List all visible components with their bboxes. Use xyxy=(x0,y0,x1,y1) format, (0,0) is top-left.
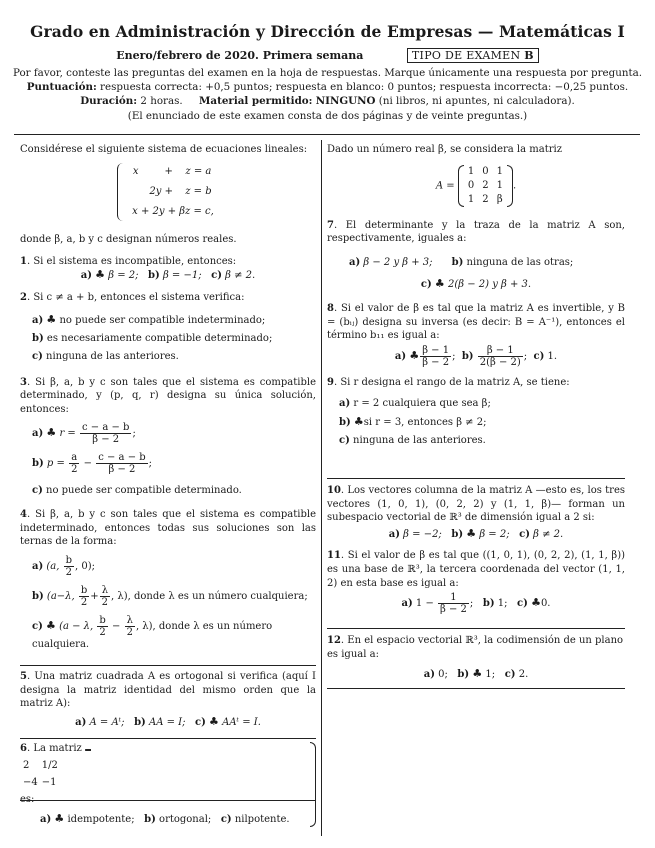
q4-option-c[interactable] xyxy=(32,615,316,652)
q11-a-pre: 1 − xyxy=(415,598,434,610)
q3-option-b[interactable] xyxy=(32,452,316,482)
q3-b-minus: − xyxy=(83,458,93,470)
exam-type-box xyxy=(407,48,539,63)
q4-options xyxy=(32,555,316,652)
q3-b-lhs: p = xyxy=(46,458,65,470)
q4-c-pre: (a − λ, xyxy=(59,620,94,632)
q8-b-fraction[interactable] xyxy=(478,345,523,368)
q3-text: . Si β, a, b y c son tales que el sistema es compatible determinado, y (p, q, r) designa su única solución, entonces: xyxy=(20,376,316,415)
q1-options xyxy=(20,268,316,283)
left-paren-icon xyxy=(85,749,91,751)
column-divider xyxy=(321,140,322,836)
q10-number: 10 xyxy=(327,485,341,496)
q4-b-post: , λ), donde λ es un número cualquiera; xyxy=(111,590,308,602)
q3-c: no puede ser compatible determinado. xyxy=(46,485,242,497)
q8-text: . Si el valor de β es tal que la matriz A es invertible, y B = (bᵢⱼ) designa su inversa (es decir: B = A⁻¹), entonces el término b₁₁ es igual a: xyxy=(327,302,625,342)
q3-a-den: β − 2 xyxy=(92,434,120,446)
q11-a-den: β − 2 xyxy=(440,604,467,616)
q12-c[interactable]: 2. xyxy=(518,669,529,681)
q1-text: . Si el sistema es incompatible, entonces: xyxy=(26,255,237,267)
q4-number: 4 xyxy=(20,508,27,520)
q3-c-label: c) xyxy=(32,485,43,497)
club-icon: ♣ xyxy=(466,526,477,540)
q3-b-num2: c − a − b xyxy=(98,452,146,464)
q11-a-fraction[interactable] xyxy=(438,592,469,615)
q6-b[interactable]: ortogonal; xyxy=(159,814,212,826)
q5-divider xyxy=(20,665,316,666)
q3-a-num: c − a − b xyxy=(82,422,130,434)
q8-c-label[interactable]: c) xyxy=(533,350,545,362)
duration-line xyxy=(6,94,649,108)
q3-options xyxy=(32,422,316,498)
q10-c-label[interactable]: c) xyxy=(519,528,530,540)
left-column xyxy=(20,143,316,651)
eq1-plus: + xyxy=(164,165,173,177)
material-label: Material permitido: xyxy=(199,95,313,108)
q7-options-ab xyxy=(349,256,625,270)
q6-number: 6 xyxy=(20,743,27,754)
eq1-x: x xyxy=(132,165,139,177)
q2-a-label: a) xyxy=(32,314,44,326)
q8-a-tail: ; xyxy=(452,350,456,362)
q4-text: . Si β, a, b y c son tales que el sistema es compatible indeterminado, entonces todas sus soluciones son las ternas de la forma: xyxy=(20,508,316,548)
q10-stem xyxy=(327,484,625,525)
matrix-a-label: A = xyxy=(435,180,455,192)
club-icon: ♣ xyxy=(531,596,541,610)
left-paren-icon xyxy=(458,165,464,207)
q4-c-num1: b xyxy=(99,614,106,626)
q1-c-label[interactable]: c) xyxy=(211,270,222,282)
right-column-lower xyxy=(327,484,625,615)
q7-b[interactable]: ninguna de las otras; xyxy=(466,256,574,268)
q5-a-label[interactable]: a) xyxy=(75,716,87,728)
q12-c-label[interactable]: c) xyxy=(504,669,516,681)
right-paren-icon xyxy=(310,742,316,827)
right-paren-icon xyxy=(507,165,513,207)
eq2-lhs: 2y + xyxy=(149,185,173,197)
system-intro: Considérese el siguiente sistema de ecuaciones lineales: xyxy=(20,144,308,155)
q1-stem xyxy=(20,255,316,269)
q2-text: . Si c ≠ a + b, entonces el sistema verifica: xyxy=(26,291,245,303)
exam-type-label: TIPO DE EXAMEN xyxy=(411,49,521,62)
q8-a-fraction[interactable] xyxy=(420,345,451,368)
matrix-a-wrap xyxy=(327,165,625,207)
club-icon: ♣ xyxy=(472,667,483,681)
q2-c: ninguna de las anteriores. xyxy=(46,350,179,362)
q9-stem xyxy=(327,376,625,390)
q9-b: si r = 3, entonces β ≠ 2; xyxy=(363,417,487,429)
q3-a-fraction xyxy=(80,422,131,445)
q10-divider xyxy=(327,478,625,479)
q9-a-label: a) xyxy=(339,398,351,410)
q9-a: r = 2 cualquiera que sea β; xyxy=(353,398,491,410)
q3-b-frac1 xyxy=(69,452,79,475)
club-icon: ♣ xyxy=(353,415,364,429)
q11-c-label[interactable]: c) xyxy=(517,598,528,610)
q11-b[interactable]: 1; xyxy=(497,598,508,610)
a-m21: 2 xyxy=(482,193,489,205)
q12-divider xyxy=(327,628,625,629)
q8-a-den: β − 2 xyxy=(422,356,450,368)
q2-option-b[interactable] xyxy=(32,330,316,348)
club-icon: ♣ xyxy=(46,618,56,632)
q4-b-label: b) xyxy=(32,590,44,602)
q9-c: ninguna de las anteriores. xyxy=(353,435,486,447)
q4-b-frac1 xyxy=(79,585,89,608)
q3-a-label: a) xyxy=(32,428,44,440)
left-bottom-rule xyxy=(20,800,316,801)
matrix-a-tail: . xyxy=(512,180,517,192)
q2-number: 2 xyxy=(20,291,27,303)
q11-number: 11 xyxy=(327,550,341,562)
q10-text: . Los vectores columna de la matriz A —esto es, los tres vectores (1, 0, 1), (0, 2, 2) y (1, 1, β)— forman un subespacio vectorial de ℝ³ de dimensión igual a 2 si: xyxy=(327,485,625,524)
club-icon: ♣ xyxy=(434,277,445,291)
q6-a[interactable]: idempotente; xyxy=(67,814,135,826)
q9-option-c[interactable] xyxy=(339,432,625,450)
q9-c-label: c) xyxy=(339,435,350,447)
a-m22: β xyxy=(496,193,503,205)
q1-a-label[interactable]: a) xyxy=(80,270,92,282)
club-icon: ♣ xyxy=(46,312,57,326)
q4-c-den1: 2 xyxy=(99,626,106,638)
q9-options xyxy=(339,395,625,450)
matrix-a xyxy=(458,165,513,207)
q11-a-num: 1 xyxy=(438,592,469,604)
q4-b-num2: λ xyxy=(100,585,110,597)
q1-b[interactable]: β = −1; xyxy=(162,270,202,282)
q5-c-label[interactable]: c) xyxy=(195,716,206,728)
q7-b-label[interactable]: b) xyxy=(451,256,464,268)
q10-b[interactable]: β = 2; xyxy=(479,528,510,540)
a-m10: 0 xyxy=(467,179,475,191)
q4-c-label: c) xyxy=(32,620,43,632)
q4-c-minus: − xyxy=(111,620,121,632)
q6-m11: −1 xyxy=(41,777,57,789)
q8-b-num: β − 1 xyxy=(478,345,523,357)
q2-c-label: c) xyxy=(32,350,43,362)
q8-c[interactable]: 1. xyxy=(547,350,558,362)
eq2-rhs: z = b xyxy=(185,185,212,197)
q2-b-label: b) xyxy=(32,332,44,344)
q12-a-label[interactable]: a) xyxy=(423,669,435,681)
q12-b[interactable]: 1; xyxy=(485,669,496,681)
system-note: donde β, a, b y c designan números reales. xyxy=(20,234,237,246)
q3-b-tail: ; xyxy=(148,458,153,470)
q4-stem xyxy=(20,508,316,549)
q7-number: 7 xyxy=(327,219,334,231)
q1-number: 1 xyxy=(20,255,27,267)
q1-c[interactable]: β ≠ 2. xyxy=(225,270,256,282)
q11-a-tail: ; xyxy=(469,598,474,610)
q2-b: es necesariamente compatible determinado; xyxy=(46,332,273,344)
q9-text: . Si r designa el rango de la matriz A, se tiene: xyxy=(333,376,570,388)
q5-text: . Una matriz cuadrada A es ortogonal si verifica (aquí I designa la matriz identidad del mismo orden que la matriz A): xyxy=(20,671,316,710)
exam-date: Enero/febrero de 2020. Primera semana xyxy=(116,49,364,62)
q11-b-label[interactable]: b) xyxy=(482,598,495,610)
eq3: x + 2y + βz = c, xyxy=(132,205,214,217)
q4-c-frac2 xyxy=(125,615,135,638)
q8-options xyxy=(327,345,625,368)
q4-b-den2: 2 xyxy=(101,596,109,608)
q1-a[interactable]: β = 2; xyxy=(108,270,139,282)
q4-b-frac2 xyxy=(100,585,110,608)
right-column xyxy=(327,143,625,450)
a-m02: 1 xyxy=(496,165,503,177)
equation-system xyxy=(117,161,219,223)
q3-option-a[interactable] xyxy=(32,422,316,452)
exam-title: Grado en Administración y Dirección de Empresas — Matemáticas I xyxy=(30,22,625,41)
q7-c[interactable]: 2(β − 2) y β + 3. xyxy=(447,279,532,291)
q9-number: 9 xyxy=(327,376,334,388)
matrix-intro: Dado un número real β, se considera la matriz xyxy=(327,144,562,155)
q9-option-a[interactable] xyxy=(339,395,625,413)
header-divider xyxy=(14,134,640,135)
right-column-q12 xyxy=(327,634,625,682)
scoring-text: respuesta correcta: +0,5 puntos; respuesta en blanco: 0 puntos; respuesta incorrecta: −0,25 puntos. xyxy=(100,81,629,94)
system-table xyxy=(127,161,219,223)
a-m12: 1 xyxy=(496,179,503,191)
q6-stem xyxy=(20,742,316,756)
q11-text: . Si el valor de β es tal que ((1, 0, 1), (0, 2, 2), (1, 1, β)) es una base de ℝ³, la tercera coordenada del vector (1, 1, 2) en esta base es igual a: xyxy=(327,550,625,589)
q7-text: . El determinante y la traza de la matriz A son, respectivamente, iguales a: xyxy=(327,219,625,245)
q6-m00: 2 xyxy=(23,759,30,771)
q8-stem xyxy=(327,302,625,343)
q8-a-num: β − 1 xyxy=(422,344,450,356)
q5-c[interactable]: AAᵗ = I. xyxy=(222,716,261,728)
equation-system-wrap xyxy=(20,161,316,228)
q5-number: 5 xyxy=(20,671,27,682)
q2-option-c[interactable] xyxy=(32,348,316,366)
q4-b-plus: + xyxy=(90,590,99,602)
q8-b-den: 2(β − 2) xyxy=(479,356,521,368)
q5-options xyxy=(20,715,316,730)
q4-a-post: , 0); xyxy=(75,560,96,572)
exam-subtitle xyxy=(0,48,655,63)
q3-b-den2: β − 2 xyxy=(108,464,136,476)
material-value: NINGUNO xyxy=(315,95,376,108)
q3-b-label: b) xyxy=(32,458,44,470)
q2-option-a[interactable] xyxy=(32,311,316,330)
q4-a-fraction xyxy=(64,555,74,578)
q10-b-label[interactable]: b) xyxy=(451,528,464,540)
q5-a[interactable]: A = Aᵗ; xyxy=(89,716,125,728)
q7-stem xyxy=(327,219,625,246)
q9-b-label: b) xyxy=(339,417,351,429)
q5-b[interactable]: AA = I; xyxy=(148,716,186,728)
duration-value: 2 horas. xyxy=(140,95,183,108)
q3-number: 3 xyxy=(20,376,27,388)
q4-option-b[interactable] xyxy=(32,585,316,615)
q4-a-pre: (a, xyxy=(46,560,60,572)
q4-c-num2: λ xyxy=(125,615,135,627)
q12-options xyxy=(327,667,625,682)
q4-c-den2: 2 xyxy=(126,626,133,638)
q6-m01: 1/2 xyxy=(41,759,58,771)
q4-option-a[interactable] xyxy=(32,555,316,585)
q3-stem xyxy=(20,376,316,417)
club-icon: ♣ xyxy=(95,268,106,282)
a-m11: 2 xyxy=(482,179,489,191)
q4-b-pre: (a−λ, xyxy=(46,590,75,602)
scoring-label: Puntuación: xyxy=(26,81,97,94)
q12-a[interactable]: 0; xyxy=(438,669,448,681)
q12-text: . En el espacio vectorial ℝ³, la codimensión de un plano es igual a: xyxy=(327,635,624,660)
q11-stem xyxy=(327,549,625,590)
q3-b-den1: 2 xyxy=(71,464,78,476)
right-bottom-rule xyxy=(327,688,625,689)
q6-m10: −4 xyxy=(23,777,38,789)
q11-c[interactable]: 0. xyxy=(540,598,551,610)
q4-a-den: 2 xyxy=(65,566,73,578)
q10-a-label[interactable]: a) xyxy=(388,528,400,540)
q2-options xyxy=(32,311,316,366)
q6-a-label[interactable]: a) xyxy=(40,814,52,826)
q12-number: 12 xyxy=(327,635,341,646)
q12-stem xyxy=(327,634,625,661)
a-m00: 1 xyxy=(467,165,475,177)
club-icon: ♣ xyxy=(409,348,420,362)
q4-b-num1: b xyxy=(80,584,88,596)
q8-a-label[interactable]: a) xyxy=(394,350,407,362)
q9-option-b[interactable] xyxy=(339,413,625,432)
q10-options xyxy=(327,527,625,542)
q11-options xyxy=(327,592,625,615)
q2-a: no puede ser compatible indeterminado; xyxy=(59,314,266,326)
q4-c-post: , λ), donde λ es un número cualquiera. xyxy=(32,620,273,650)
q3-a-tail: ; xyxy=(132,428,136,440)
q8-b-label[interactable]: b) xyxy=(461,350,474,362)
q1-b-label[interactable]: b) xyxy=(148,270,160,282)
q8-number: 8 xyxy=(327,302,334,314)
q6-c[interactable]: nilpotente. xyxy=(234,814,290,826)
q10-a[interactable]: β = −2; xyxy=(403,528,442,540)
instructions-text: Por favor, conteste las preguntas del examen en la hoja de respuestas. Marque únicamente una respuesta por pregunta. xyxy=(12,67,643,79)
q6-options xyxy=(40,812,316,827)
scoring-line xyxy=(6,80,649,94)
club-icon: ♣ xyxy=(54,812,65,826)
q6-c-label[interactable]: c) xyxy=(220,814,232,826)
brace-icon xyxy=(117,163,124,221)
q4-b-den1: 2 xyxy=(80,596,88,608)
q3-b-num1: a xyxy=(69,452,79,464)
q5-stem xyxy=(20,670,316,711)
eq1-rhs: z = a xyxy=(185,165,212,177)
q7-c-label[interactable]: c) xyxy=(420,279,432,291)
club-icon: ♣ xyxy=(209,714,219,728)
q10-c[interactable]: β ≠ 2. xyxy=(533,528,564,540)
left-column-q6 xyxy=(20,742,316,827)
q3-a-lhs: r = xyxy=(59,428,76,440)
q4-a-num: b xyxy=(65,554,73,566)
a-m01: 0 xyxy=(482,165,489,177)
material-note: (ni libros, ni apuntes, ni calculadora). xyxy=(378,95,575,108)
left-column-bottom xyxy=(20,670,316,729)
q4-c-frac1 xyxy=(97,615,107,638)
q7-a-label[interactable]: a) xyxy=(349,256,361,268)
q3-option-c[interactable] xyxy=(32,484,316,498)
q7-option-c xyxy=(327,277,625,292)
instructions-block xyxy=(6,66,649,123)
q4-a-label: a) xyxy=(32,560,44,572)
club-icon: ♣ xyxy=(46,426,57,440)
q11-a-label[interactable]: a) xyxy=(401,598,413,610)
a-m20: 1 xyxy=(467,193,475,205)
duration-label: Duración: xyxy=(80,95,138,108)
q6-divider xyxy=(20,738,316,739)
q2-stem xyxy=(20,291,316,305)
pages-note: (El enunciado de este examen consta de dos páginas y de veinte preguntas.) xyxy=(127,109,528,122)
q8-b-tail: ; xyxy=(523,350,528,362)
q6-b-label[interactable]: b) xyxy=(144,814,156,826)
q5-b-label[interactable]: b) xyxy=(134,716,146,728)
exam-type-letter: B xyxy=(524,49,534,62)
q3-b-frac2 xyxy=(96,452,147,475)
q6-text: . La matriz xyxy=(26,743,82,754)
q7-a[interactable]: β − 2 y β + 3; xyxy=(363,256,433,268)
q12-b-label[interactable]: b) xyxy=(457,669,470,681)
